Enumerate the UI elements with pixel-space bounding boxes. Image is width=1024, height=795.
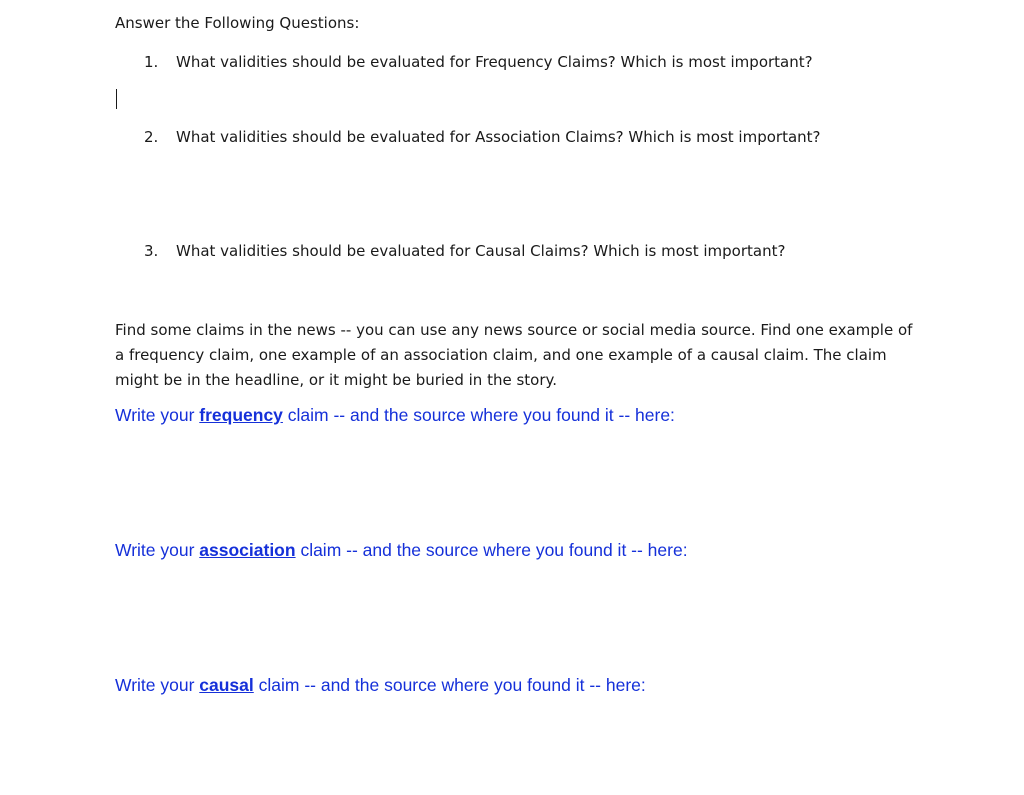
frequency-keyword: frequency (199, 405, 283, 425)
prompt-tail: claim -- and the source where you found it -- here: (282, 405, 675, 425)
prompt-tail: claim -- and the source where you found it -- here: (295, 540, 688, 560)
association-claim-prompt (115, 539, 688, 561)
question-3 (144, 241, 785, 261)
text-cursor (116, 89, 117, 109)
question-number: 2. (144, 128, 159, 146)
question-number: 3. (144, 242, 159, 260)
question-text: What validities should be evaluated for Association Claims? Which is most important? (176, 128, 821, 146)
association-keyword: association (199, 540, 296, 560)
prompt-lead: Write your (115, 675, 200, 695)
question-text: What validities should be evaluated for Frequency Claims? Which is most important? (176, 53, 813, 71)
question-2 (144, 127, 821, 147)
causal-claim-prompt (115, 674, 646, 696)
question-number: 1. (144, 53, 159, 71)
prompt-lead: Write your (115, 405, 200, 425)
document-heading: Answer the Following Questions: (115, 14, 360, 32)
instructions-paragraph: Find some claims in the news -- you can use any news source or social media source. Find one example of a frequency claim, one example of an association claim, and one example of a causal claim. The claim might be in the headline, or it might be buried in the story. (115, 321, 913, 389)
frequency-claim-prompt (115, 404, 675, 426)
causal-keyword: causal (199, 675, 254, 695)
question-text: What validities should be evaluated for Causal Claims? Which is most important? (176, 242, 786, 260)
prompt-lead: Write your (115, 540, 200, 560)
prompt-tail: claim -- and the source where you found it -- here: (253, 675, 646, 695)
question-1 (144, 52, 813, 72)
